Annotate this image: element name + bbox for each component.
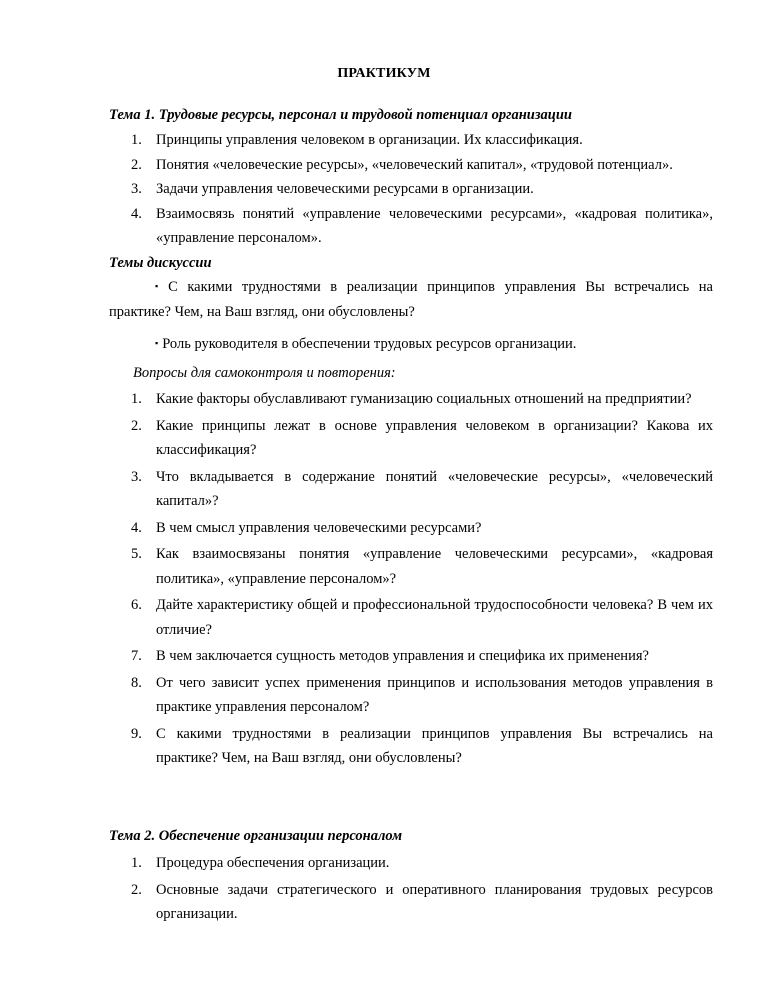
questions-heading: Вопросы для самоконтроля и повторения: [133,365,396,381]
list-item [131,387,713,412]
item-number: 5. [131,546,142,562]
item-text: В чем смысл управления человеческими ресурсами? [156,519,482,536]
topic2-heading: Тема 2. Обеспечение организации персоналом [109,828,403,844]
item-number: 4. [131,519,142,536]
topic1-list [131,128,713,251]
item-text: Взаимосвязь понятий «управление человеческими ресурсами», «кадровая политика», «управление персоналом». [156,205,713,246]
item-number: 2. [131,881,142,898]
discussion-text: Роль руководителя в обеспечении трудовых ресурсов организации. [162,336,577,352]
item-text: Какие факторы обуславливают гуманизацию социальных отношений на предприятии? [156,391,692,407]
item-text: Принципы управления человеком в организации. Их классификация. [156,132,583,148]
list-item [131,202,713,251]
item-number: 4. [131,205,142,222]
item-number: 2. [131,156,142,173]
item-number: 6. [131,597,142,613]
item-text: В чем заключается сущность методов управления и специфика их применения? [156,648,649,664]
item-number: 1. [131,132,142,148]
list-item [131,644,713,669]
item-number: 9. [131,725,142,742]
item-text: Задачи управления человеческими ресурсами в организации. [156,181,534,197]
questions-list [131,387,713,773]
list-item [131,878,713,927]
item-text: Процедура обеспечения организации. [156,855,390,871]
item-number: 2. [131,417,142,434]
item-number: 3. [131,468,142,485]
topic2-list [131,851,713,929]
list-item [131,128,713,153]
list-item [131,671,713,720]
item-number: 1. [131,855,142,871]
bullet-icon: ▪ [155,338,159,348]
topic1-heading: Тема 1. Трудовые ресурсы, персонал и трудовой потенциал организации [109,107,572,123]
discussion-item [109,274,713,324]
list-item [131,722,713,771]
item-number: 8. [131,674,142,691]
list-item [131,153,713,178]
item-text: Как взаимосвязаны понятия «управление человеческими ресурсами», «кадровая политика», «управление персоналом»? [156,546,713,587]
item-number: 7. [131,648,142,664]
item-text: Дайте характеристику общей и профессиональной трудоспособности человека? В чем их отличие? [156,597,713,638]
item-text: Какие принципы лежат в основе управления человеком в организации? Какова их классификация? [156,417,713,458]
list-item [131,414,713,463]
item-text: От чего зависит успех применения принципов и использования методов управления в практике управления персоналом? [156,674,713,715]
item-text: Понятия «человеческие ресурсы», «человеческий капитал», «трудовой потенциал». [156,156,673,173]
list-item [131,542,713,591]
item-text: Основные задачи стратегического и оперативного планирования трудовых ресурсов организации. [156,881,713,922]
item-text: Что вкладывается в содержание понятий «человеческие ресурсы», «человеческий капитал»? [156,468,713,509]
item-number: 1. [131,391,142,407]
page-title: ПРАКТИКУМ [337,66,431,81]
discussion-text: С какими трудностями в реализации принципов управления Вы встречались на практике? Чем, на Ваш взгляд, они обусловлены? [109,279,713,320]
list-item [131,465,713,514]
bullet-icon: ▪ [155,281,165,291]
list-item [131,177,713,202]
discussion-heading: Темы дискуссии [109,255,212,271]
list-item [131,851,713,876]
discussion-item [109,331,713,357]
item-number: 3. [131,181,142,197]
list-item [131,593,713,642]
item-text: С какими трудностями в реализации принципов управления Вы встречались на практике? Чем, на Ваш взгляд, они обусловлены? [156,725,713,766]
list-item [131,516,713,541]
